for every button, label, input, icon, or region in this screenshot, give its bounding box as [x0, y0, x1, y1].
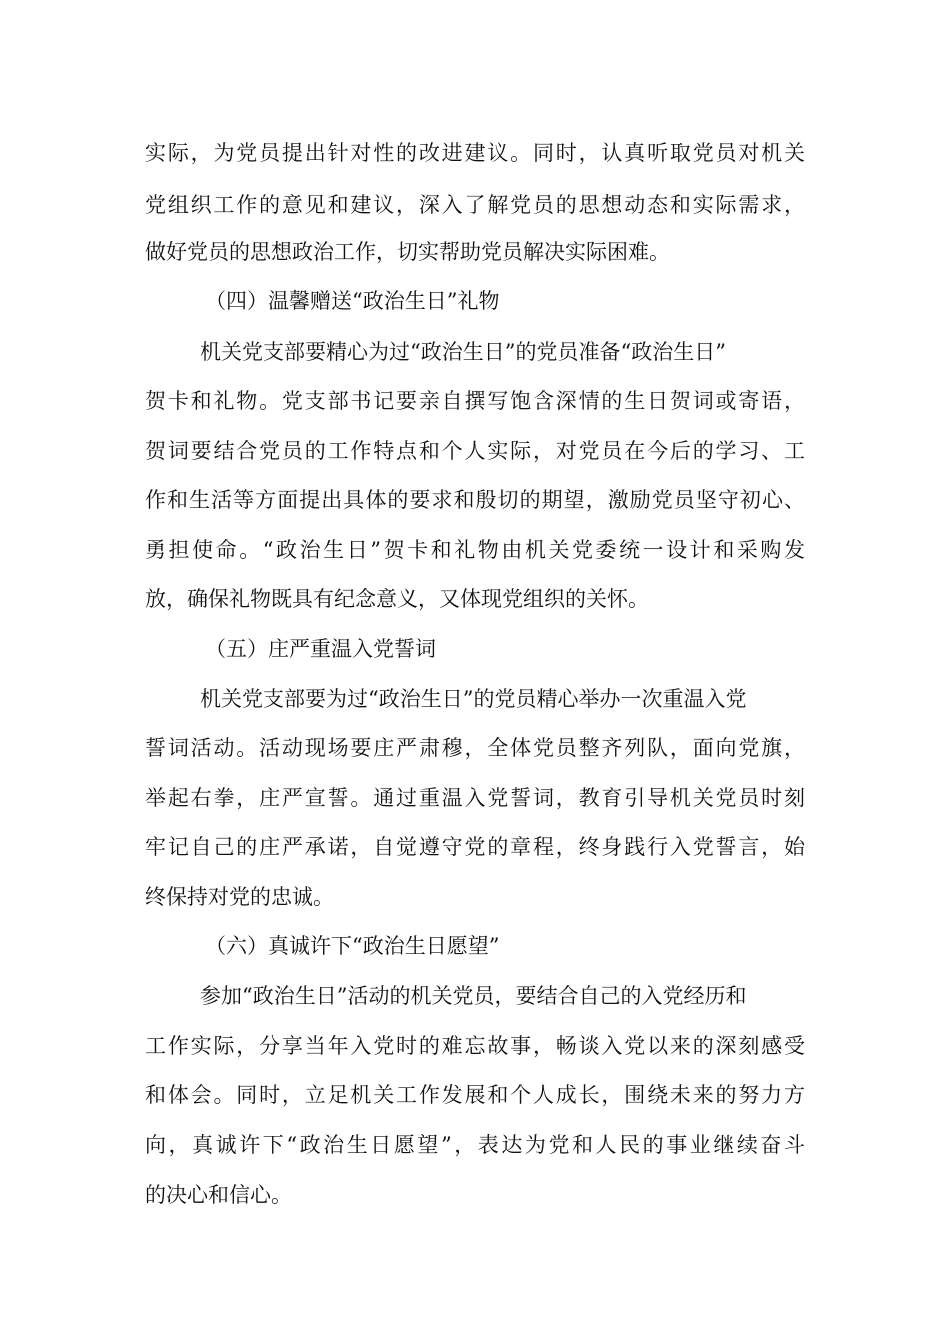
paragraph-first-line: 参加“政治生日”活动的机关党员，要结合自己的入党经历和 — [200, 984, 747, 1008]
body-text-line: 牢记自己的庄严承诺，自觉遵守党的章程，终身践行入党誓言，始 — [145, 835, 805, 859]
body-text-line: 贺词要结合党员的工作特点和个人实际，对党员在今后的学习、工 — [145, 439, 805, 463]
section-heading-4: （四）温馨赠送“政治生日”礼物 — [205, 289, 500, 313]
body-text-line: 勇担使命。“政治生日”贺卡和礼物由机关党委统一设计和采购发 — [145, 538, 805, 562]
body-text-line: 放，确保礼物既具有纪念意义，又体现党组织的关怀。 — [145, 587, 649, 611]
body-text-line: 的决心和信心。 — [145, 1183, 292, 1207]
body-text-line: 做好党员的思想政治工作，切实帮助党员解决实际困难。 — [145, 240, 670, 264]
body-text-line: 作和生活等方面提出具体的要求和殷切的期望，激励党员坚守初心、 — [145, 488, 805, 512]
body-text-line: 向，真诚许下“政治生日愿望”，表达为党和人民的事业继续奋斗 — [145, 1133, 805, 1157]
body-text-line: 和体会。同时，立足机关工作发展和个人成长，围绕未来的努力方 — [145, 1083, 805, 1107]
paragraph-first-line: 机关党支部要精心为过“政治生日”的党员准备“政治生日” — [200, 340, 726, 364]
body-text-line: 工作实际，分享当年入党时的难忘故事，畅谈入党以来的深刻感受 — [145, 1034, 805, 1058]
body-text-line: 誓词活动。活动现场要庄严肃穆，全体党员整齐列队，面向党旗， — [145, 736, 805, 760]
paragraph-first-line: 机关党支部要为过“政治生日”的党员精心举办一次重温入党 — [200, 687, 747, 711]
section-heading-5: （五）庄严重温入党誓词 — [205, 637, 436, 661]
body-text-line: 实际，为党员提出针对性的改进建议。同时，认真听取党员对机关 — [145, 141, 805, 165]
body-text-line: 终保持对党的忠诚。 — [145, 885, 334, 909]
body-text-line: 党组织工作的意见和建议，深入了解党员的思想动态和实际需求， — [145, 193, 805, 217]
body-text-line: 贺卡和礼物。党支部书记要亲自撰写饱含深情的生日贺词或寄语， — [145, 389, 805, 413]
body-text-line: 举起右拳，庄严宣誓。通过重温入党誓词，教育引导机关党员时刻 — [145, 786, 805, 810]
section-heading-6: （六）真诚许下“政治生日愿望” — [205, 934, 500, 958]
